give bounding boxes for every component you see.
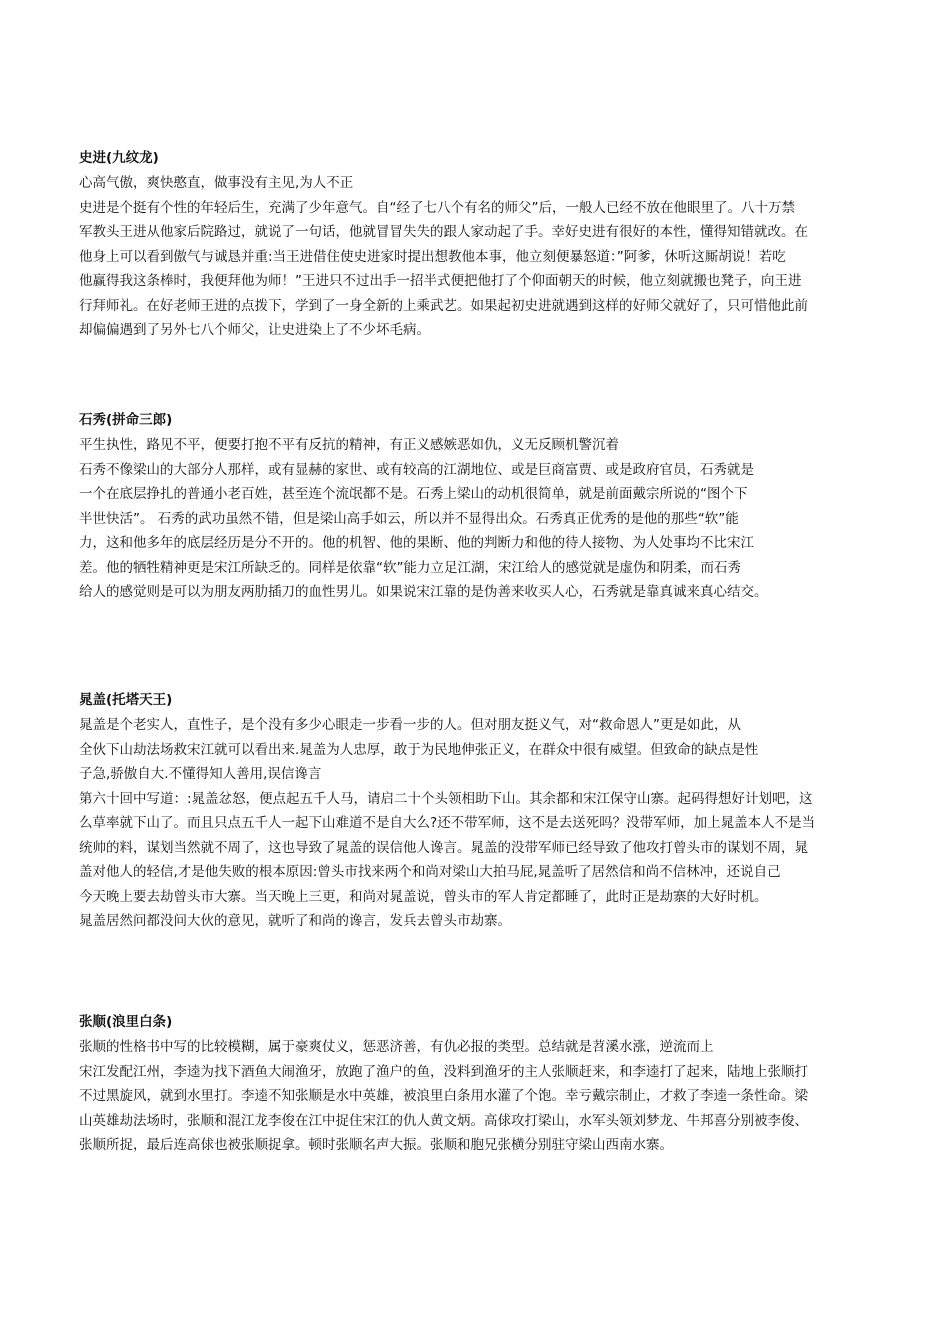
paragraph-line: 半世快活”。 石秀的武功虽然不错，但是梁山高手如云，所以并不显得出众。石秀真正优秀的是他的那些“软”能 — [79, 510, 739, 527]
section-zhang-shun — [79, 1011, 934, 1158]
paragraph-line: 晁盖是个老实人，直性子，是个没有多少心眼走一步看一步的人。但对朋友挺义气，对“救命恩人”更是如此，从 — [79, 717, 741, 733]
section-title: 石秀(拼命三郎) — [79, 412, 173, 428]
paragraph-line: 心高气傲，爽快憨直，做事没有主见,为人不正 — [79, 175, 354, 191]
paragraph-line: 晁盖居然问都没问大伙的意见，就听了和尚的谗言，发兵去曾头市劫寨。 — [79, 913, 511, 929]
section-chao-gai — [79, 689, 934, 934]
paragraph-line: 史进是个挺有个性的年轻后生，充满了少年意气。自“经了七八个有名的师父”后，一般人已经不放在他眼里了。八十万禁 — [79, 199, 795, 216]
paragraph-line: 么草率就下山了。而且只点五千人一起下山难道不是自大么?还不带军师，这不是去送死吗？没带军师，加上晁盖本人不是当 — [79, 815, 816, 831]
paragraph-line: 却偏偏遇到了另外七八个师父，让史进染上了不少坏毛病。 — [79, 322, 430, 338]
paragraph-line: 今天晚上要去劫曾头市大寨。当天晚上三更，和尚对晁盖说，曾头市的军人肯定都睡了，此时正是劫寨的大好时机。 — [79, 888, 768, 905]
paragraph-line: 军教头王进从他家后院路过，就说了一句话，他就冒冒失失的跟人家动起了手。幸好史进有很好的本性，懂得知错就改。在 — [79, 224, 808, 240]
paragraph-line: 子急,骄傲自大.不懂得知人善用,误信谗言 — [79, 766, 322, 782]
paragraph-line: 差。他的牺牲精神更是宋江所缺乏的。同样是依靠“软”能力立足江湖，宋江给人的感觉就是虚伪和阴柔，而石秀 — [79, 559, 741, 576]
paragraph-line: 平生执性，路见不平，便要打抱不平有反抗的精神，有正义感嫉恶如仇，义无反顾机警沉着 — [79, 437, 619, 453]
section-shi-jin — [79, 147, 934, 343]
section-title: 晁盖(托塔天王) — [79, 692, 173, 708]
section-title: 史进(九纹龙) — [79, 150, 159, 166]
paragraph-line: 力，这和他多年的底层经历是分不开的。他的机智、他的果断、他的判断力和他的待人接物、为人处事均不比宋江 — [79, 535, 754, 551]
paragraph-line: 张顺的性格书中写的比较模糊，属于豪爽仗义，惩恶济善，有仇必报的类型。总结就是苕溪水涨，逆流而上 — [79, 1039, 714, 1055]
paragraph-line: 行拜师礼。在好老师王进的点拨下，学到了一身全新的上乘武艺。如果起初史进就遇到这样的好师父就好了，只可惜他此前 — [79, 297, 808, 314]
paragraph-line: 山英雄劫法场时，张顺和混江龙李俊在江中捉住宋江的仇人黄文炳。高俅攻打梁山，水军头领刘梦龙、牛邦喜分别被李俊、 — [79, 1112, 808, 1129]
paragraph-line: 第六十回中写道：:晁盖忿怒，便点起五千人马，请启二十个头领相助下山。其余都和宋江保守山寨。起码得想好计划吧，这 — [79, 790, 813, 807]
paragraph-line: 给人的感觉则是可以为朋友两肋插刀的血性男儿。如果说宋江靠的是伪善来收买人心，石秀就是靠真诚来真心结交。 — [79, 584, 768, 600]
paragraph-line: 不过黑旋风，就到水里打。李逵不知张顺是水中英雄，被浪里白条用水灌了个饱。幸亏戴宗制止，才救了李逵一条性命。梁 — [79, 1088, 808, 1104]
paragraph-line: 宋江发配江州，李逵为找下酒鱼大闹渔牙，放跑了渔户的鱼，没料到渔牙的主人张顺赶来，和李逵打了起来，陆地上张顺打 — [79, 1063, 808, 1080]
paragraph-line: 盖对他人的轻信,才是他失败的根本原因:曾头市找来两个和尚对梁山大拍马屁,晁盖听了居然信和尚不信林冲，还说自己 — [79, 864, 781, 880]
paragraph-line: 石秀不像梁山的大部分人那样，或有显赫的家世、或有较高的江湖地位、或是巨商富贾、或是政府官员，石秀就是 — [79, 461, 754, 478]
paragraph-line: 他身上可以看到傲气与诚恳并重:当王进借住使史进家时提出想教他本事，他立刻便暴怒道：”阿爹，休听这厮胡说！若吃 — [79, 248, 786, 265]
paragraph-line: 张顺所捉，最后连高俅也被张顺捉拿。顿时张顺名声大振。张顺和胞兄张横分别驻守梁山西南水寨。 — [79, 1137, 673, 1153]
section-shi-xiu — [79, 409, 934, 605]
paragraph-line: 他赢得我这条棒时，我便拜他为师！”王进只不过出手一招半式便把他打了个仰面朝天的时候，他立刻就搬也凳子，向王进 — [79, 273, 802, 289]
paragraph-line: 统帅的料，谋划当然就不周了，这也导致了晁盖的误信他人谗言。晁盖的没带军师已经导致了他攻打曾头市的谋划不周，晁 — [79, 839, 808, 856]
section-title: 张顺(浪里白条) — [79, 1014, 173, 1030]
paragraph-line: 全伙下山劫法场救宋江就可以看出来.晁盖为人忠厚，敢于为民地伸张正义，在群众中很有威望。但致命的缺点是性 — [79, 741, 759, 758]
paragraph-line: 一个在底层挣扎的普通小老百姓，甚至连个流氓都不是。石秀上梁山的动机很简单，就是前面戴宗所说的“图个下 — [79, 486, 748, 502]
